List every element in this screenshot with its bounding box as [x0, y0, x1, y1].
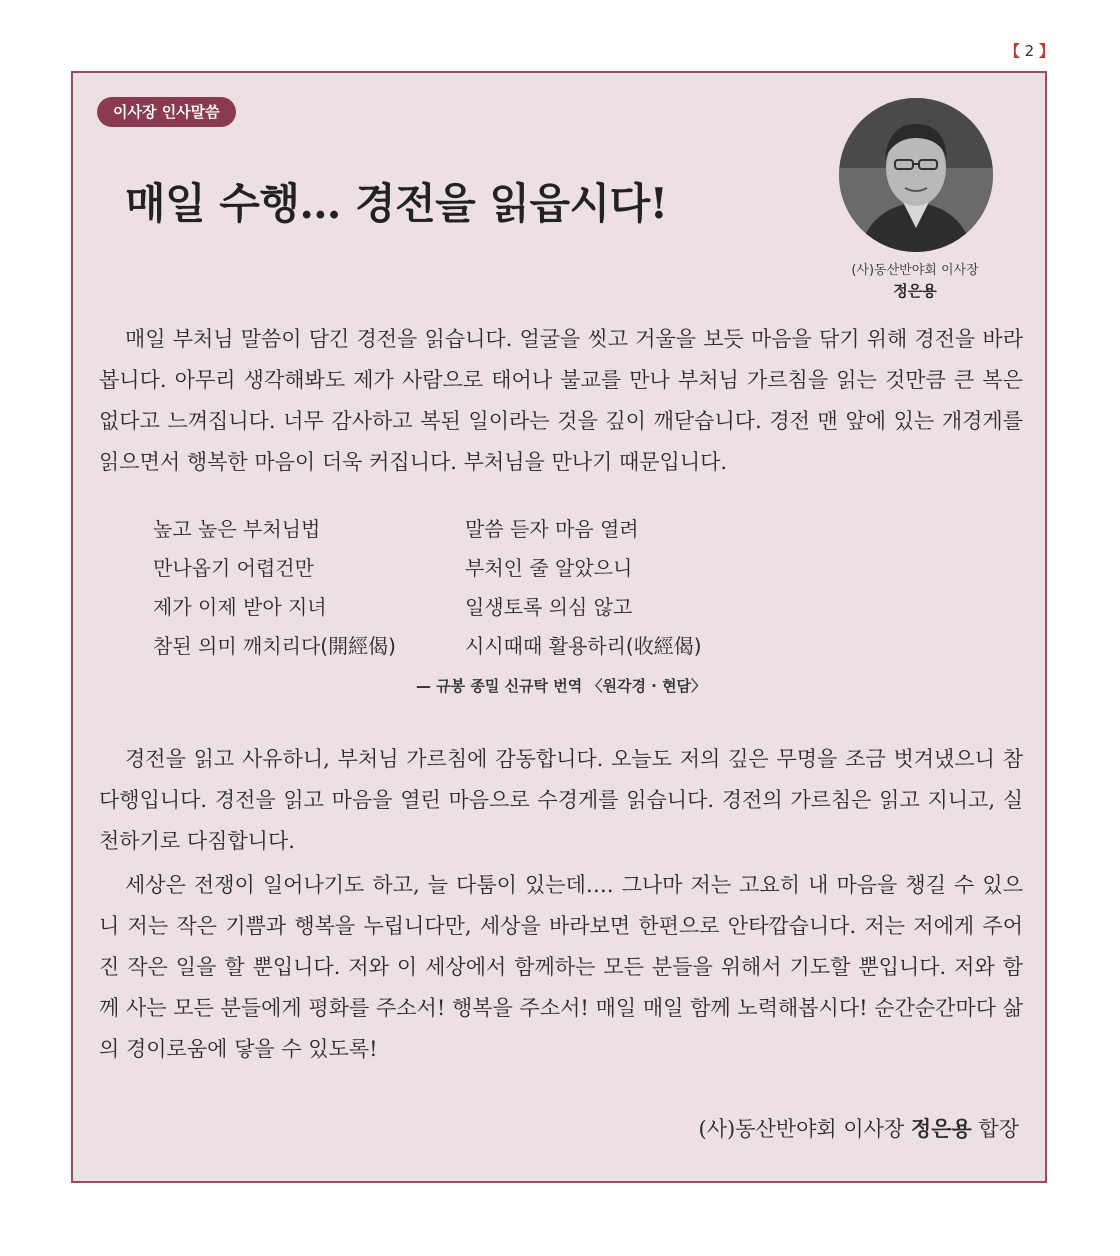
- page-number-value: 2: [1024, 42, 1035, 60]
- verse-source: — 규봉 종밀 신규탁 번역 〈원각경 · 현담〉: [415, 677, 707, 695]
- article-frame: [71, 71, 1047, 1183]
- section-badge: 이사장 인사말씀: [97, 97, 236, 127]
- signature-suffix: 합장: [978, 1117, 1019, 1141]
- author-caption: [815, 259, 1015, 301]
- verse-block: [153, 513, 953, 669]
- verse-line: 일생토록 의심 않고: [465, 595, 633, 619]
- paragraph-3: 세상은 전쟁이 일어나기도 하고, 늘 다툼이 있는데…. 그나마 저는 고요히 내 마음을 챙길 수 있으니 저는 작은 기쁨과 행복을 누립니다만, 세상을 바라보면 한편으로 안타깝습니다. 저는 저에게 주어진 작은 일을 할 뿐입니다. 저와 이 세상에서 함께하는 모든 분들을 위해서 기도할 뿐입니다. 저와 함께 사는 모든 분들에게 평화를 주소서! 행복을 주소서! 매일 매일 함께 노력해봅시다! 순간순간마다 삶의 경이로움에 닿을 수 있도록!: [99, 873, 1023, 1061]
- verse-line: 참된 의미 깨치리다(開經偈): [153, 634, 396, 658]
- verse-line: 말씀 듣자 마음 열려: [465, 517, 639, 541]
- verse-row: [153, 513, 953, 552]
- verse-line: 부처인 줄 알았으니: [465, 556, 633, 580]
- paragraph-2: 경전을 읽고 사유하니, 부처님 가르침에 감동합니다. 오늘도 저의 깊은 무명을 조금 벗겨냈으니 참 다행입니다. 경전을 읽고 마음을 열린 마음으로 수경게를 읽습니다. 경전의 가르침은 읽고 지니고, 실천하기로 다짐합니다.: [99, 747, 1023, 853]
- signature-name: 정은용: [910, 1116, 972, 1141]
- signature-org: (사)동산반야회 이사장: [698, 1117, 905, 1141]
- portrait-image: [839, 98, 993, 252]
- paragraph-1: 매일 부처님 말씀이 담긴 경전을 읽습니다. 얼굴을 씻고 거울을 보듯 마음을 닦기 위해 경전을 바라봅니다. 아무리 생각해봐도 제가 사람으로 태어나 불교를 만나 부처님 가르침을 읽는 것만큼 큰 복은 없다고 느껴집니다. 너무 감사하고 복된 일이라는 것을 깊이 깨닫습니다. 경전 맨 앞에 있는 개경게를 읽으면서 행복한 마음이 더욱 커집니다. 부처님을 만나기 때문입니다.: [99, 327, 1023, 474]
- verse-row: [153, 552, 953, 591]
- verse-line: 만나옵기 어렵건만: [153, 556, 314, 580]
- author-photo: [839, 98, 993, 252]
- author-name: 정은용: [893, 282, 937, 300]
- verse-row: [153, 630, 953, 669]
- verse-line: 시시때때 활용하리(收經偈): [465, 634, 702, 658]
- signature: [699, 1113, 1019, 1143]
- page-title: 매일 수행… 경전을 읽읍시다!: [125, 179, 668, 228]
- verse-row: [153, 591, 953, 630]
- verse-line: 높고 높은 부처님법: [153, 517, 321, 541]
- page-number: 【 2 】: [1004, 42, 1054, 60]
- author-org: (사)동산반야회 이사장: [851, 263, 979, 278]
- verse-line: 제가 이제 받아 지녀: [153, 595, 327, 619]
